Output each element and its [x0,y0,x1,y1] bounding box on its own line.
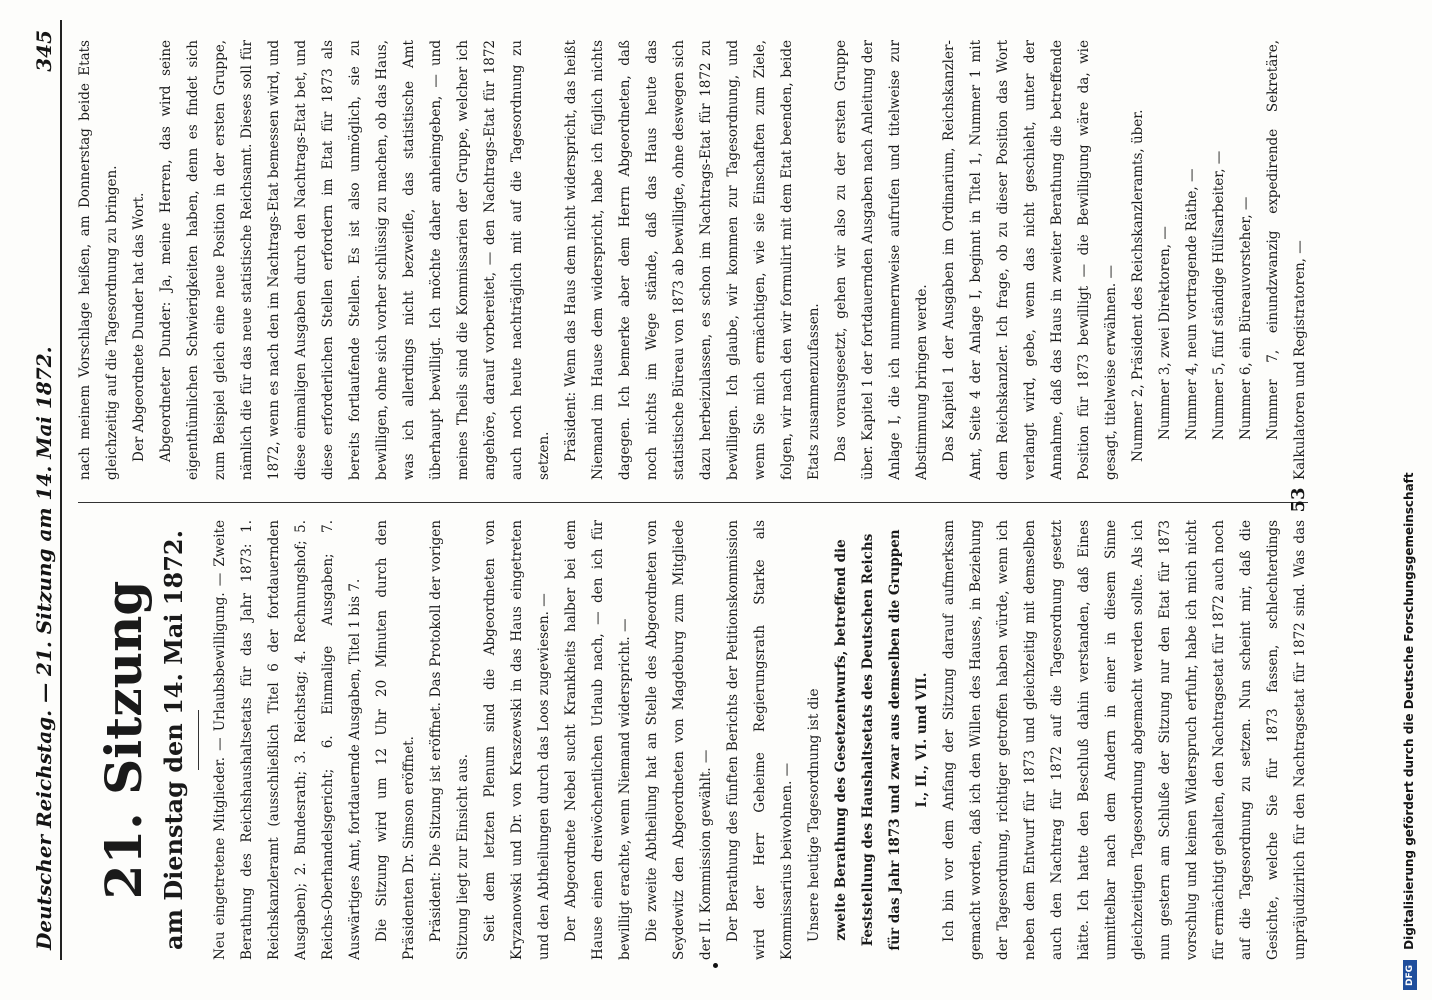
left-column-body [207,520,1312,960]
right-column-body [72,40,1312,480]
running-head [32,20,62,960]
session-date: am Dienstag den 14. Mai 1872. [159,530,188,950]
title-rule [198,710,199,770]
column-divider [78,502,1308,503]
rotated-print-page [30,0,1330,1000]
paragraph: Nummer 7, einundzwanzig expedirende Sekretäre, Kalkulatoren und Registratoren, — [1265,40,1308,480]
paragraph: Nummer 3, zwei Direktoren, — [1157,226,1173,440]
paragraph: Unsere heutige Tagesordnung ist die [806,688,822,942]
paragraph: Die Sitzung wird um 12 Uhr 20 Minuten durch den Präsidenten Dr. Simson eröffnet. [374,520,417,960]
paragraph: Neu eingetretene Mitglieder. — Urlaubsbewilligung. — Zweite Berathung des Reichshaushaltsetats für das Jahr 1873: 1. Reichskanzleramt (ausschließlich Titel 6 der fortdauernden Ausgaben); 2. Bundesrath; 3. Reichstag; 4. Rechnungshof; 5. Reichs-Oberhandelsgericht; 6. Einmalige Ausgaben; 7. Auswärtiges Amt, fortdauernde Ausgaben, Titel 1 bis 7. [212,520,363,960]
paragraph: Nummer 6, ein Büreauvorsteher, — [1238,196,1254,440]
paragraph: Der Berathung des fünften Berichts der Petitionskommission wird der Herr Geheime Regierungsrath Starke als Kommissarius beiwohnen. — [725,520,795,960]
paragraph: Präsident: Die Sitzung ist eröffnet. Das Protokoll der vorigen Sitzung liegt zur Einsicht aus. [428,520,471,960]
paragraph: nach meinem Vorschlage heißen, am Donnerstag beide Etats gleichzeitig auf die Tagesordnung zu bringen. [77,40,120,480]
right-column [72,40,1312,480]
session-title: 21. Sitzung [94,580,153,900]
paragraph: Ich bin vor dem Anfang der Sitzung darauf aufmerksam gemacht worden, daß ich den Willen des Hauses, in Beziehung der Tagesordnung, richtiger getroffen haben würde, wenn ich neben dem Entwurf für 1873 und gleichzeitig mit demselben auch den Nachtrag für 1872 auf die Tagesordnung gesetzt hätte. Ich hatte den Beschluß dahin verstanden, daß Eines unmittelbar nach dem Andern in einer in diesem Sinne gleichzeitigen Tagesordnung abgemacht werden sollte. Als ich nun gestern am Schluße der Sitzung nur den Etat für 1873 vorschlug und keinen Widerspruch erfuhr, habe ich mich nicht für ermächtigt gehalten, den Nachtragsetat für 1872 auch noch auf die Tagesordnung zu setzen. Nun scheint mir, daß die Gesichte, welche Sie für 1873 fassen, schlechterdings unpräjudizirlich für den Nachtragsetat für 1872 sind. Was das [941,520,1308,960]
paragraph: Seit dem letzten Plenum sind die Abgeordneten von Kryzanowski und Dr. von Kraszewski in das Haus eingetreten und den Abtheilungen durch das Loos zugewiesen. — [482,520,552,960]
paragraph: Nummer 4, neun vortragende Räthe, — [1184,168,1200,440]
paragraph: Abgeordneter Dunder: Ja, meine Herren, das wird seine eigenthümlichen Schwierigkeiten haben, denn es findet sich zum Beispiel gleich eine neue Position in der ersten Gruppe, nämlich die für das neue statistische Reichsamt. Dieses soll für 1872, wenn es nach den im Nachtrags-Etat bemessen wird, und diese einmaligen Ausgaben durch den Nachtrags-Etat bet, und diese erforderlichen Stellen erfordern im Etat für 1873 als bereits fortlaufende Stellen. Es ist also unmöglich, sie zu bewilligen, ohne sich vorher schlüssig zu machen, ob das Haus, was ich allerdings nicht bezweifle, das statistische Amt überhaupt bewilligt. Ich möchte daher anheimgeben, — und meines Theils sind die Kommissarien der Gruppe, welcher ich angehöre, darauf vorbereitet, — den Nachtrags-Etat für 1872 auch noch heute nachträglich mit auf die Tagesordnung zu setzen. [158,40,552,480]
paragraph: Präsident: Wenn das Haus dem nicht widerspricht, das heißt Niemand im Hause dem widerspricht, habe ich füglich nichts dagegen. Ich bemerke aber dem Herrn Abgeordneten, daß noch nichts im Wege stände, daß das Haus heute das statistische Büreau von 1873 ab bewilligte, ohne deswegen sich dazu herbeizulassen, es schon im Nachtrags-Etat für 1872 zu bewilligen. Ich glaube, wir kommen zur Tagesordnung, und wenn Sie mich ermächtigen, wie sie Einschaften zum Ziele, folgen, wir nach den wir formulirt mit dem Etat beenden, beide Etats zusammenzufassen. [563,40,822,480]
paragraph: Das Kapitel 1 der Ausgaben im Ordinarium, Reichskanzler-Amt, Seite 4 der Anlage I, beginnt in Titel 1, Nummer 1 mit dem Reichskanzler. Ich frage, ob zu dieser Position das Wort verlangt wird, gebe, wenn das nicht geschieht, unter der Annahme, daß das Haus in zweiter Berathung die betreffende Position für 1873 bewilligt — die Bewilligung wäre da, wie gesagt, titelweise erwähnen. — [941,40,1119,480]
left-column [72,520,1312,960]
dfg-logo-icon [1403,960,1417,990]
running-head-page-number: 345 [32,30,56,72]
scan-speck [713,963,718,968]
digitization-footer [1395,0,1423,1000]
footer-text: Digitalisierung gefördert durch die Deutsche Forschungsgemeinschaft [1402,472,1416,950]
paragraph: Das vorausgesetzt, gehen wir also zu der ersten Gruppe über. Kapitel 1 der fortdauernden Ausgaben nach Anleitung der Anlage I, die ich nummernweise aufrufen und titelweise zur Abstimmung bringen werde. [833,40,930,480]
page-number: 53 [1288,487,1309,513]
running-head-title: Deutscher Reichstag. — 21. Sitzung am 14. Mai 1872. [32,346,56,950]
paragraph: Der Abgeordnete Dunder hat das Wort. [131,192,147,462]
paragraph: Der Abgeordnete Nebel sucht Krankheits halber bei dem Hause einen dreiwöchentlichen Urlaub nach, — den ich für bewilligt erachte, wenn Niemand widerspricht. — [563,520,633,960]
paragraph: zweite Berathung des Gesetzentwurfs, betreffend die Feststellung des Haushaltsetats des Deutschen Reichs für das Jahr 1873 und zwar aus demselben die Gruppen I., II., VI. und VII. [833,529,930,951]
paragraph: Nummer 2, Präsident des Reichskanzleramts, über. [1130,109,1146,462]
paragraph: Die zweite Abtheilung hat an Stelle des Abgeordneten von Seydewitz den Abgeordneten von Magdeburg zum Mitgliede der II. Kommission gewählt. — [644,520,714,960]
paragraph: Nummer 5, fünf ständige Hülfsarbeiter, — [1211,150,1227,440]
